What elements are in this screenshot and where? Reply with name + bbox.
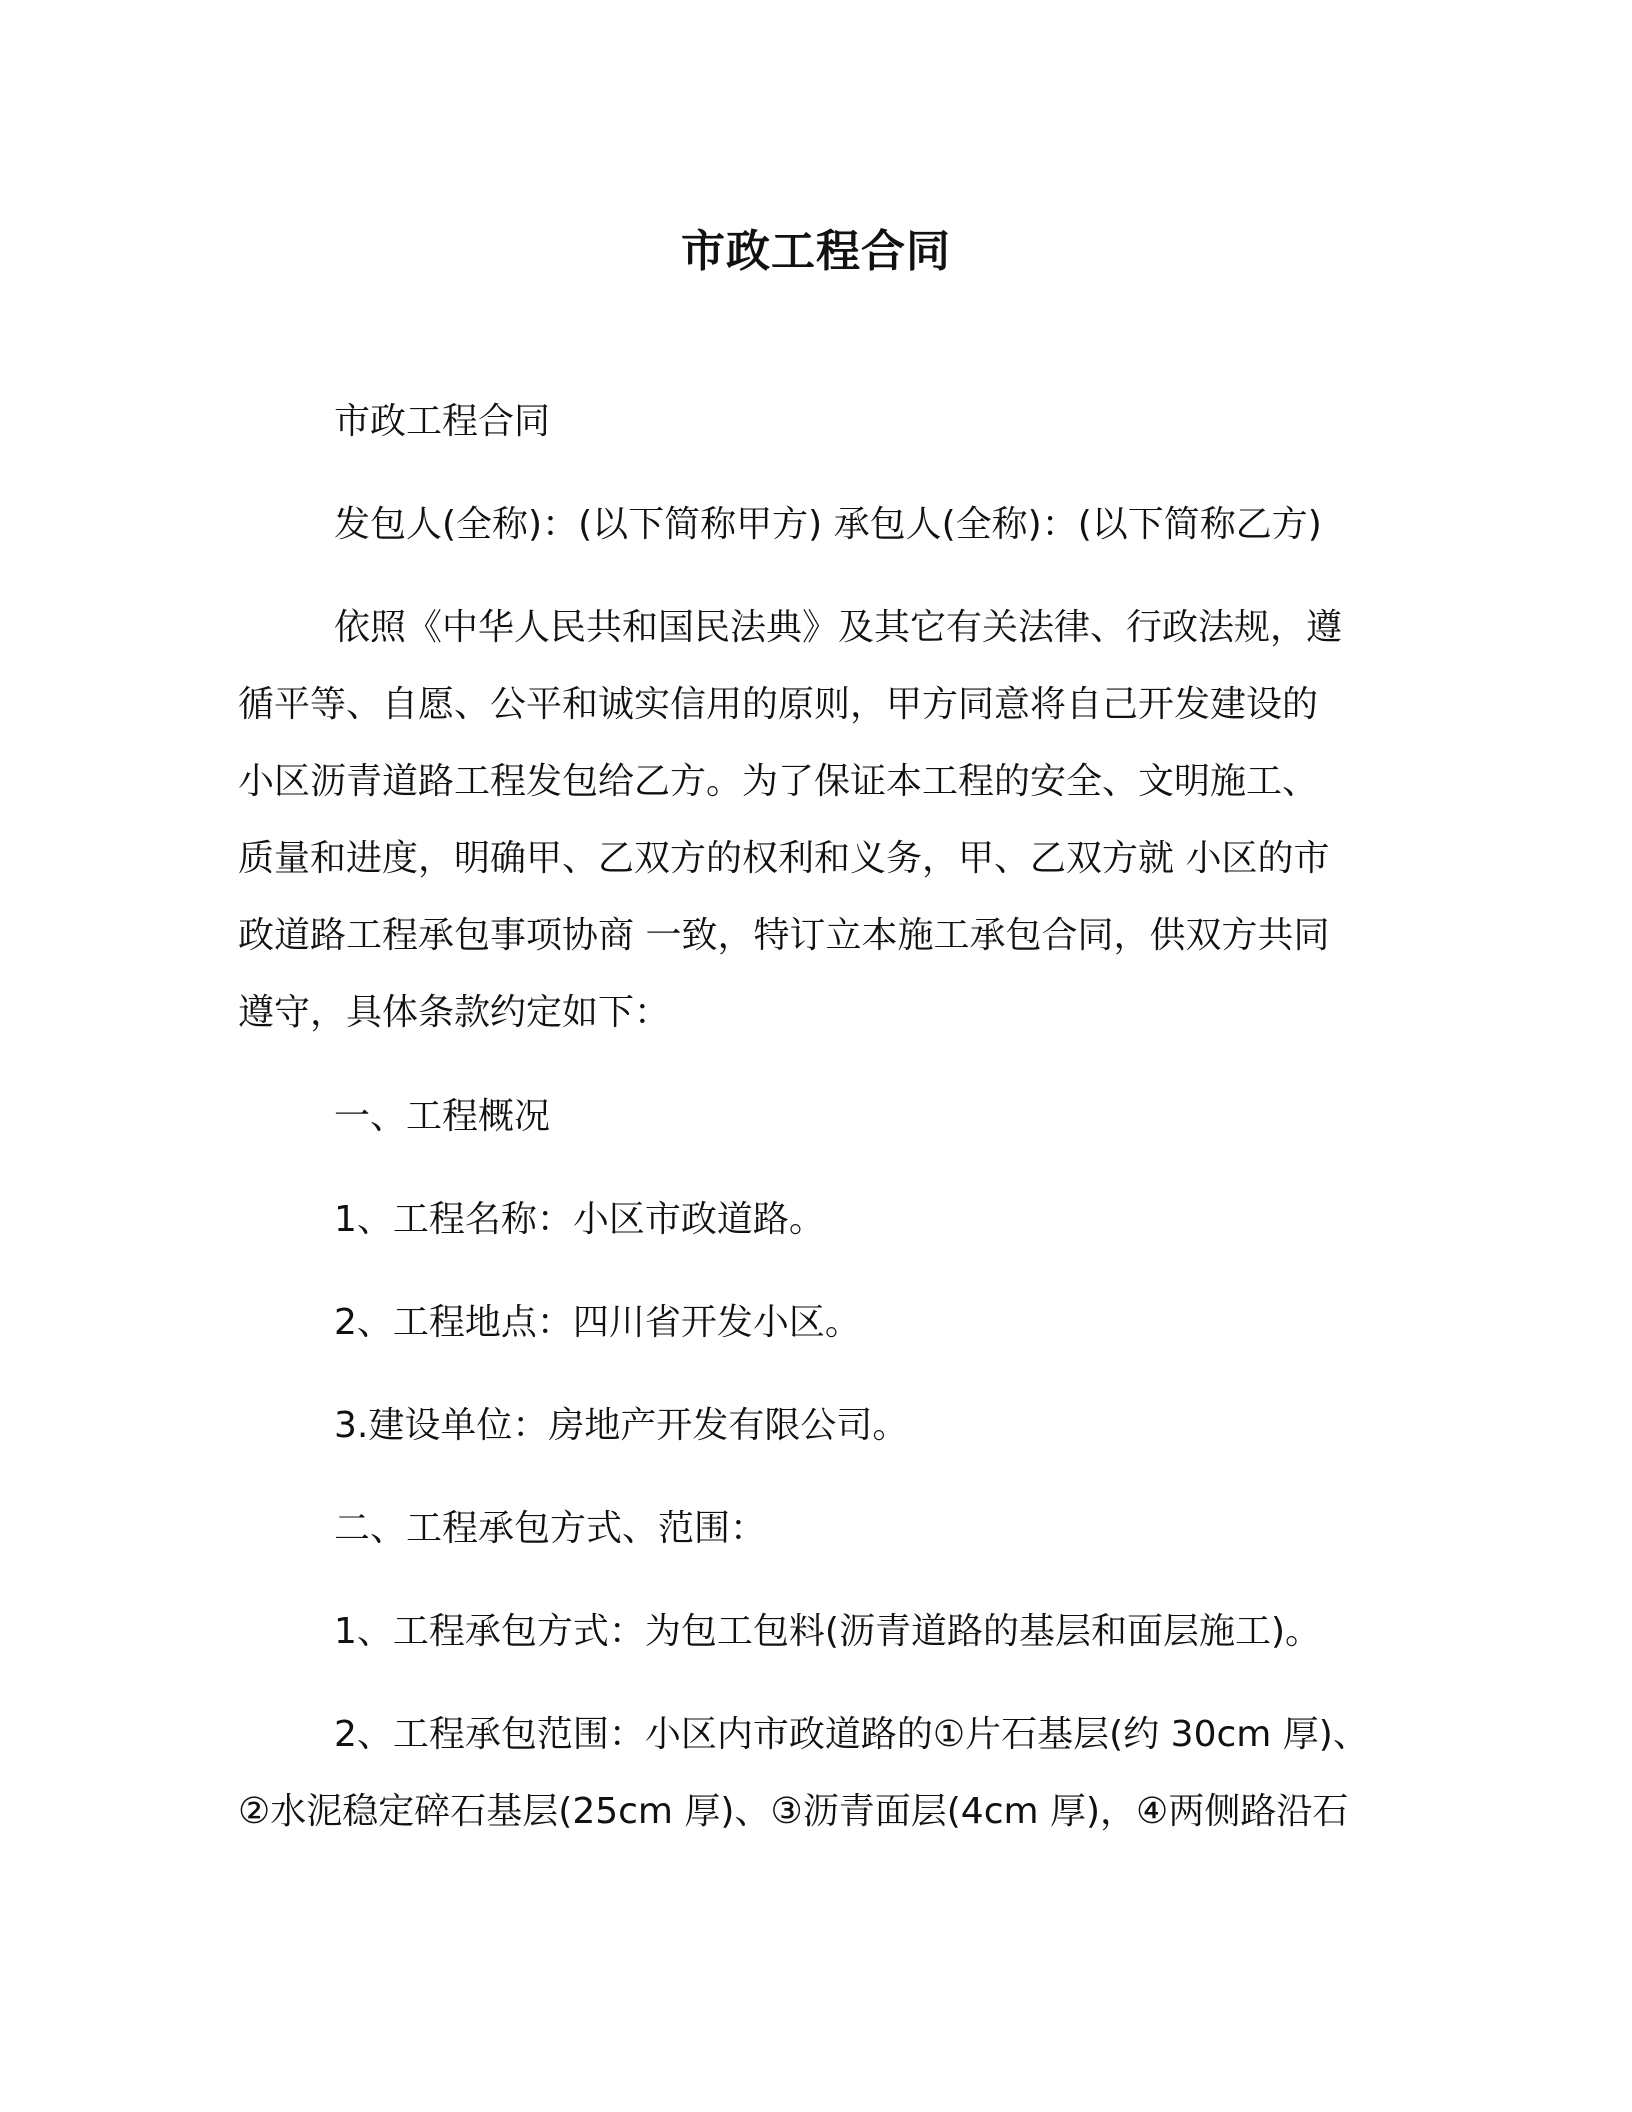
preamble-line-4: 质量和进度，明确甲、乙双方的权利和义务，甲、乙双方就 小区的市 [238, 838, 1330, 879]
section-heading-1: 一、工程概况 [334, 1096, 551, 1137]
preamble-line-5: 政道路工程承包事项协商 一致，特订立本施工承包合同，供双方共同 [238, 915, 1330, 956]
section-heading-2: 二、工程承包方式、范围： [334, 1508, 767, 1549]
list-item-developer: 3.建设单位：房地产开发有限公司。 [334, 1405, 909, 1446]
list-item-project-location: 2、工程地点：四川省开发小区。 [334, 1302, 861, 1343]
preamble-line-2: 循平等、自愿、公平和诚实信用的原则，甲方同意将自己开发建设的 [238, 684, 1319, 725]
preamble-line-3: 小区沥青道路工程发包给乙方。为了保证本工程的安全、文明施工、 [238, 761, 1319, 802]
list-item-project-name: 1、工程名称：小区市政道路。 [334, 1199, 825, 1240]
parties-line: 发包人(全称)：(以下简称甲方) 承包人(全称)：(以下简称乙方) [334, 504, 1322, 545]
list-item-contract-scope-line-2: ②水泥稳定碎石基层(25cm 厚)、③沥青面层(4cm 厚)，④两侧路沿石 [238, 1791, 1349, 1832]
list-item-contract-method: 1、工程承包方式：为包工包料(沥青道路的基层和面层施工)。 [334, 1611, 1321, 1652]
subtitle-line: 市政工程合同 [334, 401, 551, 442]
document-title: 市政工程合同 [681, 226, 951, 277]
preamble-line-6: 遵守，具体条款约定如下： [238, 992, 671, 1033]
preamble-line-1: 依照《中华人民共和国民法典》及其它有关法律、行政法规，遵 [334, 607, 1343, 648]
list-item-contract-scope-line-1: 2、工程承包范围：小区内市政道路的①片石基层(约 30cm 厚)、 [334, 1714, 1369, 1755]
